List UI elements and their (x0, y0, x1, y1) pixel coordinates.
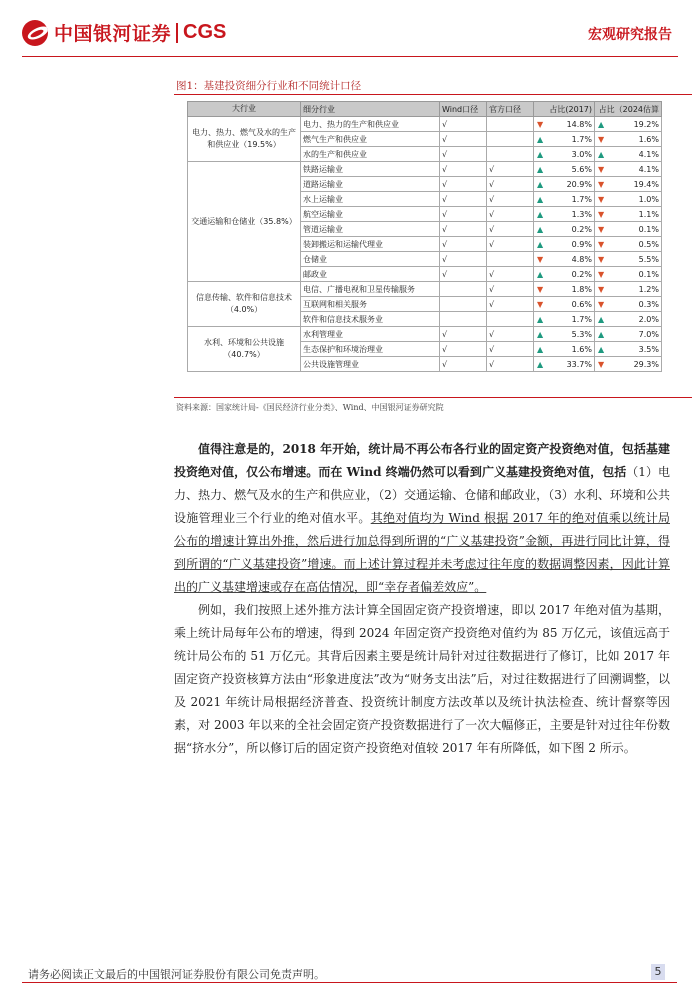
subindustry-cell (301, 342, 440, 357)
wind-cell-text: √ (442, 149, 448, 159)
share-cell (534, 192, 595, 207)
footer-disclaimer: 请务必阅读正文最后的中国银河证券股份有限公司免责声明。 (28, 968, 325, 981)
official-cell (487, 207, 534, 222)
official-cell (487, 162, 534, 177)
arrow-up-icon: ▲ (537, 194, 544, 204)
share-cell (595, 207, 662, 222)
table-body (188, 117, 662, 372)
subindustry-cell (301, 177, 440, 192)
share-cell (534, 222, 595, 237)
wind-cell-text: √ (442, 359, 448, 369)
wind-cell (440, 282, 487, 297)
arrow-up-icon: ▲ (598, 314, 605, 324)
body-text (174, 438, 670, 760)
subindustry-cell-text: 管道运输业 (303, 224, 343, 234)
official-cell-text: √ (489, 329, 495, 339)
wind-cell (440, 267, 487, 282)
official-cell (487, 237, 534, 252)
category-cell: 电力、热力、燃气及水的生产和供应业（19.5%） (188, 117, 301, 162)
category-cell: 信息传输、软件和信息技术（4.0%） (188, 282, 301, 327)
share-cell (595, 162, 662, 177)
figure-top-rule (174, 94, 692, 95)
subindustry-cell-text: 电信、广播电视和卫星传输服务 (303, 284, 415, 294)
subindustry-cell-text: 水的生产和供应业 (303, 149, 367, 159)
share-cell (534, 297, 595, 312)
share-value: 0.5% (638, 239, 659, 249)
official-cell-text: √ (489, 359, 495, 369)
official-cell (487, 192, 534, 207)
arrow-down-icon: ▼ (537, 254, 544, 264)
arrow-up-icon: ▲ (537, 209, 544, 219)
wind-cell (440, 237, 487, 252)
share-value: 1.7% (571, 194, 592, 204)
arrow-up-icon: ▲ (537, 269, 544, 279)
share-value: 5.5% (638, 254, 659, 264)
share-cell (595, 177, 662, 192)
share-cell (534, 237, 595, 252)
share-value: 1.0% (638, 194, 659, 204)
subindustry-cell (301, 267, 440, 282)
share-cell (534, 282, 595, 297)
share-value: 0.9% (571, 239, 592, 249)
p1-list-text: （1）电力、热力、燃气及水的生产和供应业，（2）交通运输、仓储和邮政业，（3）水利、环境和公共设施管理业三个行业的绝对值水平。 (174, 465, 670, 525)
logo-en-text: CGS (183, 21, 227, 43)
arrow-up-icon: ▲ (537, 179, 544, 189)
subindustry-cell (301, 192, 440, 207)
share-cell (595, 237, 662, 252)
official-cell-text: √ (489, 209, 495, 219)
share-value: 4.1% (638, 149, 659, 159)
logo-separator (176, 23, 178, 43)
share-value: 4.8% (571, 254, 592, 264)
subindustry-cell-text: 电力、热力的生产和供应业 (303, 119, 399, 129)
wind-cell-text: √ (442, 164, 448, 174)
subindustry-cell (301, 207, 440, 222)
arrow-down-icon: ▼ (598, 224, 605, 234)
p1-underlined-text: 其绝对值均为 Wind 根据 2017 年的绝对值乘以统计局公布的增速计算出外推，然后进行加总得到所谓的“广义基建投资”金额，再进行同比计算，得到所谓的“广义基建投资”增速。而上述计算过程并未考虑过往年度的数据调整因素，因此计算出的广义基建增速或存在高估情况，即“幸存者偏差效应”。 (174, 511, 670, 594)
wind-cell (440, 327, 487, 342)
arrow-down-icon: ▼ (598, 359, 605, 369)
subindustry-cell (301, 162, 440, 177)
official-cell (487, 177, 534, 192)
share-cell (595, 342, 662, 357)
arrow-down-icon: ▼ (598, 299, 605, 309)
arrow-down-icon: ▼ (598, 134, 605, 144)
arrow-up-icon: ▲ (537, 359, 544, 369)
share-value: 1.8% (571, 284, 592, 294)
share-value: 5.3% (571, 329, 592, 339)
arrow-down-icon: ▼ (598, 209, 605, 219)
wind-cell-text: √ (442, 119, 448, 129)
arrow-up-icon: ▲ (598, 329, 605, 339)
official-cell (487, 147, 534, 162)
wind-cell (440, 222, 487, 237)
wind-cell-text: √ (442, 329, 448, 339)
wind-cell-text: √ (442, 269, 448, 279)
wind-cell (440, 207, 487, 222)
share-value: 1.3% (571, 209, 592, 219)
wind-cell (440, 117, 487, 132)
share-cell (534, 342, 595, 357)
subindustry-cell-text: 燃气生产和供应业 (303, 134, 367, 144)
share-value: 0.2% (571, 269, 592, 279)
official-cell-text: √ (489, 164, 495, 174)
paragraph-1 (174, 438, 670, 599)
official-cell-text: √ (489, 284, 495, 294)
share-value: 20.9% (566, 179, 592, 189)
subindustry-cell (301, 132, 440, 147)
subindustry-cell (301, 117, 440, 132)
arrow-up-icon: ▲ (598, 149, 605, 159)
col-header: 占比（2024估算 (595, 102, 662, 117)
category-cell: 交通运输和仓储业（35.8%） (188, 162, 301, 282)
wind-cell (440, 357, 487, 372)
share-value: 1.2% (638, 284, 659, 294)
col-header: Wind口径 (440, 102, 487, 117)
arrow-down-icon: ▼ (598, 269, 605, 279)
subindustry-cell (301, 297, 440, 312)
official-cell-text: √ (489, 239, 495, 249)
arrow-up-icon: ▲ (537, 329, 544, 339)
table-row (188, 117, 662, 132)
arrow-up-icon: ▲ (537, 134, 544, 144)
table-row (188, 327, 662, 342)
official-cell (487, 342, 534, 357)
share-value: 1.1% (638, 209, 659, 219)
official-cell (487, 117, 534, 132)
official-cell-text: √ (489, 344, 495, 354)
wind-cell (440, 162, 487, 177)
share-cell (595, 267, 662, 282)
wind-cell-text: √ (442, 254, 448, 264)
subindustry-cell-text: 邮政业 (303, 269, 327, 279)
arrow-down-icon: ▼ (598, 194, 605, 204)
wind-cell-text: √ (442, 344, 448, 354)
subindustry-cell-text: 装卸搬运和运输代理业 (303, 239, 383, 249)
logo-mark-icon (22, 20, 48, 46)
arrow-down-icon: ▼ (598, 254, 605, 264)
subindustry-cell (301, 282, 440, 297)
share-cell (595, 312, 662, 327)
wind-cell (440, 147, 487, 162)
wind-cell (440, 312, 487, 327)
share-cell (595, 117, 662, 132)
wind-cell (440, 342, 487, 357)
official-cell-text: √ (489, 194, 495, 204)
subindustry-cell-text: 水利管理业 (303, 329, 343, 339)
arrow-up-icon: ▲ (537, 164, 544, 174)
share-cell (595, 327, 662, 342)
table-row (188, 282, 662, 297)
subindustry-cell-text: 铁路运输业 (303, 164, 343, 174)
share-value: 2.0% (638, 314, 659, 324)
share-cell (534, 177, 595, 192)
category-cell: 水利、环境和公共设施（40.7%） (188, 327, 301, 372)
subindustry-cell-text: 公共设施管理业 (303, 359, 359, 369)
share-cell (595, 282, 662, 297)
share-cell (595, 222, 662, 237)
arrow-up-icon: ▲ (537, 239, 544, 249)
p1-bold-text: 值得注意是的，2018 年开始，统计局不再公布各行业的固定资产投资绝对值，包括基建投资绝对值，仅公布增速。而在 Wind 终端仍然可以看到广义基建投资绝对值，包括 (174, 442, 670, 479)
official-cell-text: √ (489, 224, 495, 234)
company-logo (22, 19, 226, 46)
share-value: 0.2% (571, 224, 592, 234)
share-cell (595, 192, 662, 207)
official-cell (487, 222, 534, 237)
subindustry-cell-text: 软件和信息技术服务业 (303, 314, 383, 324)
footer-divider (22, 982, 677, 983)
share-value: 0.3% (638, 299, 659, 309)
page-number: 5 (651, 964, 665, 980)
logo-cn-text: 中国银河证券 (54, 23, 172, 45)
official-cell-text: √ (489, 179, 495, 189)
official-cell (487, 297, 534, 312)
arrow-up-icon: ▲ (598, 119, 605, 129)
arrow-up-icon: ▲ (537, 344, 544, 354)
share-cell (534, 207, 595, 222)
arrow-down-icon: ▼ (537, 299, 544, 309)
share-value: 29.3% (633, 359, 659, 369)
share-value: 33.7% (566, 359, 592, 369)
subindustry-cell-text: 仓储业 (303, 254, 327, 264)
figure-source: 资料来源：国家统计局-《国民经济行业分类》、Wind、中国银河证券研究院 (176, 403, 444, 412)
share-cell (534, 252, 595, 267)
share-value: 5.6% (571, 164, 592, 174)
arrow-up-icon: ▲ (537, 314, 544, 324)
share-value: 0.1% (638, 224, 659, 234)
arrow-up-icon: ▲ (598, 344, 605, 354)
official-cell (487, 327, 534, 342)
share-cell (534, 117, 595, 132)
table-row (188, 162, 662, 177)
wind-cell-text: √ (442, 209, 448, 219)
arrow-down-icon: ▼ (598, 164, 605, 174)
share-value: 4.1% (638, 164, 659, 174)
subindustry-cell (301, 357, 440, 372)
official-cell (487, 267, 534, 282)
share-value: 1.6% (571, 344, 592, 354)
wind-cell-text: √ (442, 194, 448, 204)
wind-cell-text: √ (442, 179, 448, 189)
share-cell (534, 312, 595, 327)
share-value: 1.6% (638, 134, 659, 144)
arrow-down-icon: ▼ (598, 284, 605, 294)
wind-cell-text: √ (442, 224, 448, 234)
share-cell (534, 132, 595, 147)
wind-cell (440, 132, 487, 147)
share-value: 1.7% (571, 314, 592, 324)
subindustry-cell-text: 水上运输业 (303, 194, 343, 204)
official-cell-text: √ (489, 269, 495, 279)
share-value: 3.0% (571, 149, 592, 159)
official-cell-text: √ (489, 299, 495, 309)
share-value: 0.6% (571, 299, 592, 309)
arrow-down-icon: ▼ (598, 179, 605, 189)
page-header (0, 0, 700, 58)
official-cell (487, 312, 534, 327)
share-value: 19.4% (633, 179, 659, 189)
share-cell (534, 162, 595, 177)
share-value: 3.5% (638, 344, 659, 354)
arrow-down-icon: ▼ (598, 239, 605, 249)
wind-cell-text: √ (442, 239, 448, 249)
subindustry-cell-text: 航空运输业 (303, 209, 343, 219)
wind-cell (440, 192, 487, 207)
subindustry-cell-text: 道路运输业 (303, 179, 343, 189)
share-cell (595, 147, 662, 162)
subindustry-cell-text: 互联网和相关服务 (303, 299, 367, 309)
arrow-down-icon: ▼ (537, 119, 544, 129)
table-header-row (188, 102, 662, 117)
wind-cell (440, 252, 487, 267)
subindustry-cell (301, 252, 440, 267)
paragraph-2: 例如，我们按照上述外推方法计算全国固定资产投资增速，即以 2017 年绝对值为基期，乘上统计局每年公布的增速，得到 2024 年固定资产投资绝对值约为 85 万亿元，该值远高于统计局公布的 51 万亿元。其背后因素主要是统计局针对过往数据进行了修订，比如 2017 年固定资产投资核算方法由“形象进度法”改为“财务支出法”后，对过往数据进行了回溯调整，以及 2021 年统计局根据经济普查、投资统计制度方法改革以及统计执法检查、统计督察等因素，对 2003 年以来的全社会固定资产投资数据进行了一次大幅修正，主要是针对过往年份数据“挤水分”，所以修订后的固定资产投资绝对值较 2017 年有所降低，如下图 2 所示。 (174, 603, 670, 755)
wind-cell-text: √ (442, 134, 448, 144)
subindustry-cell (301, 327, 440, 342)
share-cell (534, 267, 595, 282)
arrow-up-icon: ▲ (537, 149, 544, 159)
share-cell (595, 252, 662, 267)
subindustry-cell-text: 生态保护和环境治理业 (303, 344, 383, 354)
share-value: 7.0% (638, 329, 659, 339)
arrow-up-icon: ▲ (537, 224, 544, 234)
subindustry-cell (301, 222, 440, 237)
share-cell (595, 297, 662, 312)
figure-title: 图1：基建投资细分行业和不同统计口径 (176, 80, 362, 92)
report-type: 宏观研究报告 (588, 27, 672, 43)
col-header: 大行业 (188, 102, 301, 117)
subindustry-cell (301, 237, 440, 252)
wind-cell (440, 297, 487, 312)
share-value: 1.7% (571, 134, 592, 144)
official-cell (487, 132, 534, 147)
share-cell (595, 357, 662, 372)
industry-table (187, 101, 662, 372)
share-cell (534, 147, 595, 162)
subindustry-cell (301, 312, 440, 327)
share-cell (595, 132, 662, 147)
share-cell (534, 357, 595, 372)
wind-cell (440, 177, 487, 192)
col-header: 细分行业 (301, 102, 440, 117)
header-divider (22, 56, 678, 57)
subindustry-cell (301, 147, 440, 162)
share-value: 19.2% (633, 119, 659, 129)
official-cell (487, 282, 534, 297)
official-cell (487, 252, 534, 267)
arrow-down-icon: ▼ (537, 284, 544, 294)
share-value: 14.8% (566, 119, 592, 129)
official-cell (487, 357, 534, 372)
col-header: 官方口径 (487, 102, 534, 117)
share-cell (534, 327, 595, 342)
col-header: 占比(2017) (534, 102, 595, 117)
figure-bottom-rule (174, 397, 692, 398)
share-value: 0.1% (638, 269, 659, 279)
